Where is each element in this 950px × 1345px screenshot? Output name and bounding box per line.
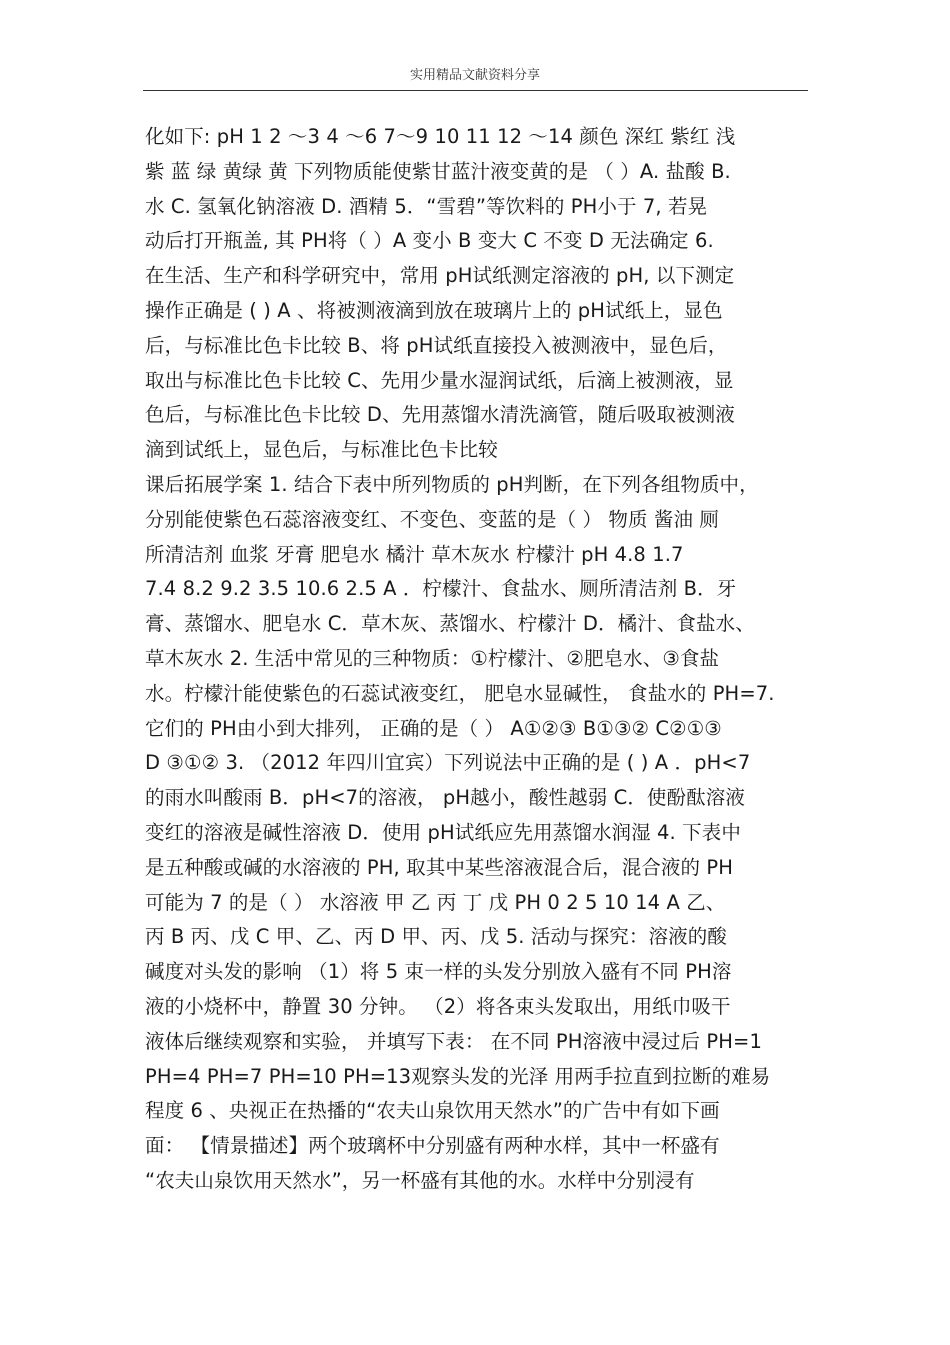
- text-line: 动后打开瓶盖, 其 PH将（ ）A 变小 B 变大 C 不变 D 无法确定 6.: [145, 229, 714, 253]
- text-line: 丙 B 丙、戊 C 甲、乙、丙 D 甲、丙、戊 5. 活动与探究：溶液的酸: [145, 925, 727, 949]
- text-line: 它们的 PH由小到大排列， 正确的是（ ） A①②③ B①③② C②①③: [145, 716, 722, 740]
- text-line: 紫 蓝 绿 黄绿 黄 下列物质能使紫甘蓝汁液变黄的是 （ ）A. 盐酸 B.: [145, 159, 731, 183]
- page-header-title: 实用精品文献资料分享: [409, 68, 540, 83]
- text-line: 水 C. 氢氧化钠溶液 D. 酒精 5．“雪碧”等饮料的 PH小于 7, 若晃: [145, 194, 708, 218]
- text-line: 7.4 8.2 9.2 3.5 10.6 2.5 A ．柠檬汁、食盐水、厕所清洁剂 B．牙: [145, 577, 737, 601]
- text-line: 碱度对头发的影响 （1）将 5 束一样的头发分别放入盛有不同 PH溶: [145, 960, 732, 984]
- document-body: [145, 120, 813, 1199]
- text-line: 是五种酸或碱的水溶液的 PH, 取其中某些溶液混合后，混合液的 PH: [145, 855, 734, 879]
- text-line: 的雨水叫酸雨 B．pH<7的溶液， pH越小，酸性越弱 C．使酚酞溶液: [145, 786, 745, 810]
- text-line: D ③①② 3. （2012 年四川宜宾）下列说法中正确的是 ( ) A ．pH<7: [145, 751, 751, 775]
- text-line: 色后，与标准比色卡比较 D、先用蒸馏水清洗滴管，随后吸取被测液: [145, 403, 735, 427]
- text-line: 水。柠檬汁能使紫色的石蕊试液变红， 肥皂水显碱性， 食盐水的 PH=7.: [145, 681, 775, 705]
- text-line: 操作正确是 ( ) A 、将被测液滴到放在玻璃片上的 pH试纸上，显色: [145, 298, 723, 322]
- text-line: 在生活、生产和科学研究中，常用 pH试纸测定溶液的 pH, 以下测定: [145, 264, 735, 288]
- text-line: 所清洁剂 血浆 牙膏 肥皂水 橘汁 草木灰水 柠檬汁 pH 4.8 1.7: [145, 542, 684, 566]
- text-line: 膏、蒸馏水、肥皂水 C．草木灰、蒸馏水、柠檬汁 D．橘汁、食盐水、: [145, 612, 755, 636]
- text-line: 变红的溶液是碱性溶液 D．使用 pH试纸应先用蒸馏水润湿 4. 下表中: [145, 820, 741, 844]
- text-line: 可能为 7 的是（ ） 水溶液 甲 乙 丙 丁 戊 PH 0 2 5 10 14 A 乙、: [145, 890, 726, 914]
- header-divider: [143, 90, 808, 91]
- text-line: 液的小烧杯中，静置 30 分钟。 （2）将各束头发取出，用纸巾吸干: [145, 994, 731, 1018]
- text-line: 课后拓展学案 1. 结合下表中所列物质的 pH判断，在下列各组物质中，: [145, 472, 759, 496]
- text-line: 面： 【情景描述】两个玻璃杯中分别盛有两种水样，其中一杯盛有: [145, 1134, 720, 1158]
- text-line: 程度 6 、央视正在热播的“农夫山泉饮用天然水”的广告中有如下画: [145, 1099, 720, 1123]
- text-line: 取出与标准比色卡比较 C、先用少量水湿润试纸，后滴上被测液，显: [145, 368, 734, 392]
- text-line: 分别能使紫色石蕊溶液变红、不变色、变蓝的是（ ） 物质 酱油 厕: [145, 507, 719, 531]
- text-line: 后，与标准比色卡比较 B、将 pH试纸直接投入被测液中，显色后，: [145, 333, 728, 357]
- text-line: 液体后继续观察和实验， 并填写下表： 在不同 PH溶液中浸过后 PH=1: [145, 1029, 762, 1053]
- text-line: 滴到试纸上，显色后，与标准比色卡比较: [145, 438, 498, 462]
- text-line: “农夫山泉饮用天然水”，另一杯盛有其他的水。水样中分别浸有: [145, 1168, 695, 1192]
- text-line: PH=4 PH=7 PH=10 PH=13观察头发的光泽 用两手拉直到拉断的难易: [145, 1064, 771, 1088]
- text-line: 化如下: pH 1 2 ～3 4 ～6 7～9 10 11 12 ～14 颜色 深红 紫红 浅: [145, 125, 736, 148]
- text-line: 草木灰水 2. 生活中常见的三种物质：①柠檬汁、②肥皂水、③食盐: [145, 646, 720, 670]
